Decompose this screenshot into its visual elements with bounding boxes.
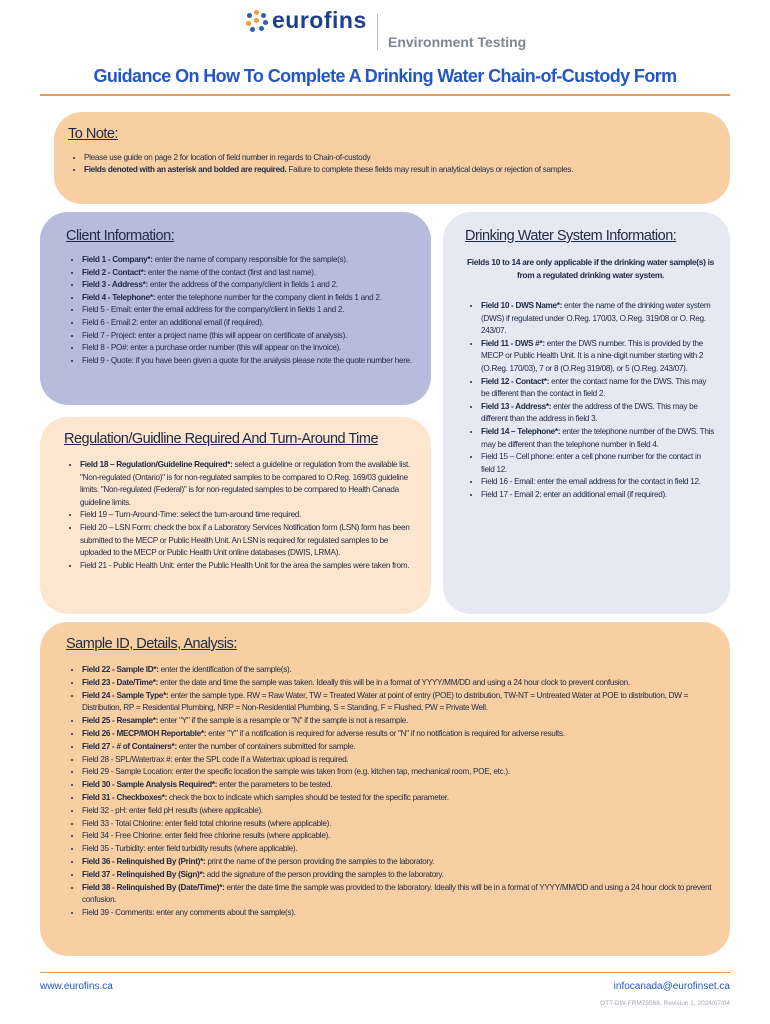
field-description: Field 6 - Email 2: enter an additional email (if required). — [82, 317, 264, 327]
dws-info-card — [443, 212, 730, 614]
list-item — [481, 489, 716, 502]
list-item — [82, 843, 714, 856]
field-label: Field 31 - Checkboxes*: — [82, 792, 168, 802]
sample-card — [40, 622, 730, 956]
field-description: Field 39 - Comments: enter any comments about the sample(s). — [82, 908, 296, 918]
regulation-list — [64, 459, 417, 572]
title-divider — [40, 94, 730, 96]
list-item — [82, 741, 714, 754]
client-info-list — [66, 254, 417, 367]
field-description: enter the address of the DWS. This may be different than the address in field 3. — [481, 401, 698, 424]
note-heading: To Note: — [68, 126, 118, 142]
field-label: Field 1 - Company*: — [82, 255, 153, 264]
email-link[interactable]: infocanada@eurofinset.ca — [613, 981, 730, 992]
list-item — [82, 254, 417, 267]
dws-intro: Fields 10 to 14 are only applicable if the drinking water sample(s) is from a regulated drinking water system. — [466, 257, 715, 280]
list-item — [82, 728, 714, 741]
list-item — [481, 401, 716, 426]
field-label: Field 14 – Telephone*: — [481, 426, 561, 436]
list-item — [82, 304, 417, 317]
list-item — [481, 451, 716, 476]
list-item — [481, 300, 716, 338]
list-item — [82, 766, 714, 779]
field-description: Field 20 – LSN Form: check the box if a Laboratory Services Notification form (LSN) form has been submitted to the MECP or Public Health Unit. An LSN is required for regulated samples to be uploaded to the MECP or Public Health Unit online databases (DWIS, LRMA). — [80, 522, 410, 558]
list-item — [82, 779, 714, 792]
field-description: Field 7 - Project: enter a project name (this will appear on certificate of analysis). — [82, 330, 347, 340]
list-item — [84, 164, 716, 176]
list-item — [481, 376, 716, 401]
field-description: Field 33 - Total Chlorine: enter field total chlorine results (where applicable). — [82, 818, 332, 828]
sample-heading: Sample ID, Details, Analysis: — [66, 636, 237, 652]
field-description: Please use guide on page 2 for location of field number in regards to Chain-of-custody — [84, 153, 371, 162]
field-description: Field 8 - PO#: enter a purchase order number (this will appear on the invoice). — [82, 343, 341, 353]
field-label: Field 10 - DWS Name*: — [481, 301, 563, 310]
field-description: enter the address of the company/client in fields 1 and 2. — [147, 280, 338, 290]
note-list — [68, 152, 716, 176]
sample-list — [66, 664, 714, 920]
list-item — [82, 830, 714, 843]
field-description: enter the DWS number. This is provided by the MECP or Public Health Unit. It is a nine-digit number starting with 2 (O.Reg. 170/03), 7 or 8 (O.Reg 319/08), or 5 (O.Reg. 243/07). — [481, 338, 704, 373]
field-description: enter the name of the contact (first and last name). — [145, 267, 316, 277]
field-description: select a guideline or regulation from the available list. "Non-regulated (Ontario)" is for non-regulated samples to be compared to O.Reg. 169/03 guideline limits. "Non-regulated (Federal)" is for non-regulated samples to be compared to Health Canada guideline limits. — [80, 460, 410, 507]
field-label: Field 12 - Contact*: — [481, 376, 550, 386]
list-item — [82, 677, 714, 690]
field-description: Field 21 - Public Health Unit: enter the Public Health Unit for the area the samples were taken from. — [80, 560, 410, 570]
field-label: Field 13 - Address*: — [481, 401, 552, 411]
field-description: enter the name of the drinking water system (DWS) if regulated under O.Reg. 170/03, O.Reg. 319/08 or O. Reg. 243/07. — [481, 301, 711, 336]
field-label: Fields denoted with an asterisk and bolded are required. — [84, 165, 287, 174]
field-description: enter the sample type. RW = Raw Water, TW = Treated Water at point of entry (POE) to distribution, TW-NT = Untreated Water at POE to distribution, DW = Distribution, RP = Residential Plumbing, NRP = Non-Residential Plumbing, S = Standing, F = Flushed, PW = Private Well. — [82, 690, 689, 713]
client-info-card — [40, 212, 431, 405]
list-item — [80, 560, 417, 573]
field-label: Field 22 - Sample ID*: — [82, 665, 159, 674]
field-label: Field 27 - # of Containers*: — [82, 741, 177, 751]
page-header — [0, 0, 770, 60]
list-item — [82, 715, 714, 728]
page-title: Guidance On How To Complete A Drinking Water Chain-of-Custody Form — [93, 66, 677, 86]
field-label: Field 4 - Telephone*: — [82, 292, 156, 302]
field-description: Failure to complete these fields may result in analytical delays or rejection of samples. — [286, 165, 574, 174]
list-item — [82, 856, 714, 869]
list-item — [82, 869, 714, 882]
eurofins-dots-logo-icon — [246, 10, 268, 32]
field-description: Field 5 - Email: enter the email address for the company/client in fields 1 and 2. — [82, 305, 345, 315]
field-label: Field 38 - Relinquished By (Date/Time)*: — [82, 882, 225, 892]
field-description: enter the telephone number for the company client in fields 1 and 2. — [155, 292, 382, 302]
field-description: enter the identification of the sample(s). — [158, 665, 292, 674]
list-item — [82, 754, 714, 767]
footer-divider — [40, 972, 730, 973]
note-card — [54, 112, 730, 204]
field-label: Field 23 - Date/Time*: — [82, 677, 159, 687]
field-description: Field 9 - Quote: if you have been given a quote for the analysis please note the quote number here. — [82, 355, 412, 365]
field-label: Field 11 - DWS #*: — [481, 338, 545, 348]
list-item — [80, 459, 417, 509]
client-info-heading: Client Information: — [66, 228, 175, 244]
regulation-heading: Regulation/Guidline Required And Turn-Around Time — [64, 431, 379, 447]
list-item — [82, 882, 714, 908]
list-item — [82, 818, 714, 831]
field-description: Field 35 - Turbidity: enter field turbidity results (where applicable). — [82, 844, 298, 854]
list-item — [82, 355, 417, 368]
list-item — [84, 152, 716, 164]
field-description: enter the telephone number of the DWS. This may be different than the telephone number in field 4. — [481, 426, 714, 449]
list-item — [82, 330, 417, 343]
field-description: enter the date and time the sample was taken. Ideally this will be in a format of YYYY/MM/DD and using a 24 hour clock to prevent confusion. — [158, 677, 630, 687]
list-item — [481, 338, 716, 376]
list-item — [82, 907, 714, 920]
list-item — [80, 522, 417, 560]
field-label: Field 24 - Sample Type*: — [82, 690, 169, 700]
field-description: Field 29 - Sample Location: enter the specific location the sample was taken from (e.g. kitchen tap, mechanical room, POE, etc.). — [82, 767, 510, 777]
field-label: Field 25 - Resample*: — [82, 716, 159, 726]
field-description: check the box to indicate which samples should be tested for the specific parameter. — [167, 792, 449, 802]
field-description: enter the number of containers submitted for sample. — [176, 741, 356, 751]
field-label: Field 18 – Regulation/Guideline Required*: — [80, 460, 233, 469]
list-item — [82, 792, 714, 805]
field-description: add the signature of the person providing the samples to the laboratory. — [204, 869, 444, 879]
dws-info-heading: Drinking Water System Information: — [465, 228, 677, 244]
field-label: Field 26 - MECP/MOH Reportable*: — [82, 728, 207, 738]
list-item — [82, 292, 417, 305]
field-description: Field 17 - Email 2: enter an additional email (if required). — [481, 489, 667, 499]
website-link[interactable]: www.eurofins.ca — [40, 981, 113, 992]
field-description: enter the contact name for the DWS. This may be different than the contact in field 2. — [481, 376, 707, 399]
list-item — [82, 805, 714, 818]
document-reference: OTT-DW-FRM73568, Revision 1, 2024/07/04 — [600, 1000, 730, 1007]
field-description: enter "Y" if the sample is a resample or "N" if the sample is not a resample. — [158, 716, 408, 726]
field-description: Field 28 - SPL/Watertrax #: enter the SPL code if a Watertrax upload is required. — [82, 754, 349, 764]
field-label: Field 30 - Sample Analysis Required*: — [82, 780, 218, 790]
list-item — [82, 317, 417, 330]
field-label: Field 36 - Relinquished By (Print)*: — [82, 856, 206, 866]
list-item — [82, 279, 417, 292]
field-description: Field 16 - Email: enter the email address for the contact in field 12. — [481, 477, 701, 487]
list-item — [481, 476, 716, 489]
list-item — [82, 267, 417, 280]
regulation-card — [40, 417, 431, 614]
field-description: Field 32 - pH: enter field pH results (where applicable). — [82, 805, 263, 815]
list-item — [82, 690, 714, 716]
field-description: Field 15 – Cell phone: enter a cell phone number for the contact in field 12. — [481, 452, 701, 474]
field-label: Field 37 - Relinquished By (Sign)*: — [82, 869, 205, 879]
field-label: Field 3 - Address*: — [82, 280, 148, 290]
eurofins-logo — [246, 7, 367, 34]
field-description: enter the parameters to be tested. — [217, 780, 333, 790]
field-label: Field 2 - Contact*: — [82, 267, 146, 277]
field-description: enter "Y" if a notification is required for adverse results or "N" if no notification is required for adverse results. — [206, 728, 565, 738]
list-item — [82, 664, 714, 677]
list-item — [481, 426, 716, 451]
list-item — [80, 509, 417, 522]
dws-info-list — [465, 300, 716, 502]
brand-name: eurofins — [272, 7, 367, 33]
division-name: Environment Testing — [388, 34, 527, 50]
field-description: Field 34 - Free Chlorine: enter field free chlorine results (where applicable). — [82, 831, 330, 841]
list-item — [82, 342, 417, 355]
header-divider — [377, 14, 378, 50]
field-description: enter the date time the sample was provided to the laboratory. Ideally this will be in a format of YYYY/MM/DD and using a 24 hour clock to prevent confusion. — [82, 882, 712, 905]
field-description: enter the name of company responsible for the sample(s). — [152, 255, 348, 264]
field-description: Field 19 – Turn-Around-Time: select the turn-around time required. — [80, 510, 302, 520]
field-description: print the name of the person providing the samples to the laboratory. — [205, 856, 435, 866]
